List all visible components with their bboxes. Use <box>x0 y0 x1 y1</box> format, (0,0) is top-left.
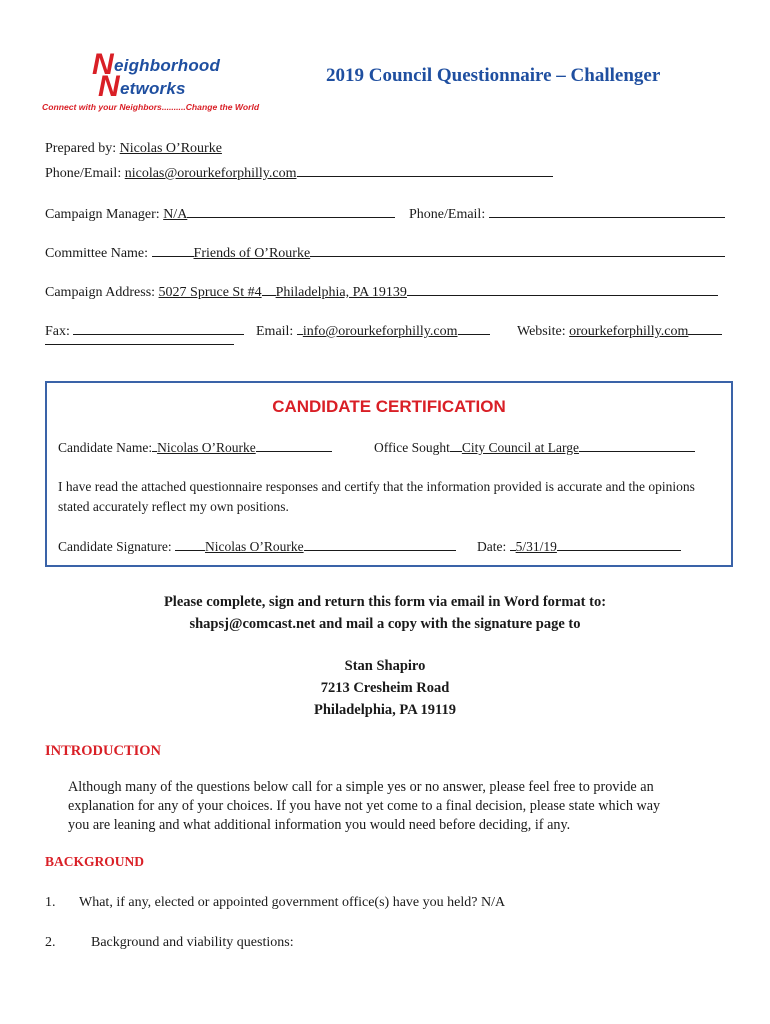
page-title: 2019 Council Questionnaire – Challenger <box>326 65 661 86</box>
date-value[interactable]: 5/31/19 <box>515 539 557 554</box>
logo-tagline: Connect with your Neighbors..........Change the World <box>42 102 260 112</box>
instructions-line2: shapsj@comcast.net and mail a copy with the signature page to <box>189 616 581 632</box>
logo-word-networks: etworks <box>120 79 186 98</box>
logo-cap-n1: N <box>92 48 114 81</box>
prepared-by-label: Prepared by: <box>45 141 120 156</box>
continuation-blank-line <box>45 344 234 345</box>
background-item-1-number: 1. <box>45 895 56 910</box>
phone-email-row <box>45 164 553 182</box>
candidate-signature-row <box>58 538 456 555</box>
fax-blank-line <box>73 322 244 335</box>
introduction-line3: you are leaning and what additional information you would need before deciding, if any. <box>68 817 571 833</box>
introduction-heading: INTRODUCTION <box>45 743 162 759</box>
email-value[interactable]: info@orourkeforphilly.com <box>302 324 458 339</box>
address-gap-line <box>262 283 276 296</box>
background-item-1 <box>45 895 56 911</box>
website-value[interactable]: orourkeforphilly.com <box>569 324 689 339</box>
logo-cap-n2: N <box>98 70 120 103</box>
email-label: Email: <box>256 324 297 339</box>
date-row <box>477 538 681 555</box>
background-item-2-number: 2. <box>45 935 56 950</box>
campaign-manager-value[interactable]: N/A <box>163 207 188 222</box>
instructions-line1: Please complete, sign and return this form via email in Word format to: <box>163 594 607 610</box>
email-blank-line <box>458 322 490 335</box>
website-row <box>517 322 722 340</box>
candidate-name-blank-line <box>256 439 332 452</box>
committee-label: Committee Name: <box>45 246 152 261</box>
campaign-address-street[interactable]: 5027 Spruce St #4 <box>158 285 262 300</box>
campaign-manager-row <box>45 205 395 223</box>
introduction-line1: Although many of the questions below call for a simple yes or no answer, please feel free to provide an <box>68 779 654 795</box>
committee-value[interactable]: Friends of O’Rourke <box>193 246 311 261</box>
office-sought-value[interactable]: City Council at Large <box>461 440 579 455</box>
campaign-address-label: Campaign Address: <box>45 285 159 300</box>
candidate-name-label: Candidate Name: <box>58 440 153 455</box>
manager-phone-email-row <box>409 205 725 223</box>
fax-label: Fax: <box>45 324 74 339</box>
committee-row <box>45 244 725 262</box>
candidate-name-row <box>58 439 332 456</box>
candidate-signature-value[interactable]: Nicolas O’Rourke <box>204 539 304 554</box>
office-sought-row <box>374 439 695 456</box>
mail-address-street: 7213 Cresheim Road <box>320 680 450 696</box>
background-item-2-text: Background and viability questions: <box>91 935 294 950</box>
background-item-1-text-wrap <box>79 895 505 911</box>
candidate-name-value[interactable]: Nicolas O’Rourke <box>157 440 256 455</box>
background-item-1-text: What, if any, elected or appointed government office(s) have you held? N/A <box>79 895 506 910</box>
phone-email-blank-line <box>297 164 553 177</box>
committee-lead-line <box>152 244 194 257</box>
campaign-manager-label: Campaign Manager: <box>45 207 164 222</box>
manager-phone-email-label: Phone/Email: <box>409 207 489 222</box>
committee-blank-line <box>310 244 725 257</box>
date-blank-line <box>557 538 681 551</box>
manager-phone-email-blank-line <box>489 205 725 218</box>
candidate-signature-label: Candidate Signature: <box>58 539 175 554</box>
fax-row <box>45 322 244 340</box>
website-label: Website: <box>517 324 570 339</box>
background-item-2 <box>45 935 56 951</box>
office-sought-blank-line <box>579 439 695 452</box>
date-label: Date: <box>477 539 510 554</box>
logo-word-neighborhood: eighborhood <box>114 56 221 75</box>
campaign-address-city[interactable]: Philadelphia, PA 19139 <box>275 285 407 300</box>
prepared-by-row <box>45 141 222 157</box>
office-sought-lead-line <box>450 439 462 452</box>
email-row <box>256 322 490 340</box>
candidate-certification-box <box>45 381 733 567</box>
certification-heading: CANDIDATE CERTIFICATION <box>272 397 506 416</box>
mail-address-name: Stan Shapiro <box>344 658 426 674</box>
phone-email-value[interactable]: nicolas@orourkeforphilly.com <box>124 166 297 181</box>
campaign-address-blank-line <box>407 283 718 296</box>
background-item-2-text-wrap <box>91 935 294 951</box>
prepared-by-value[interactable]: Nicolas O’Rourke <box>119 141 222 156</box>
certification-statement-line2: stated accurately reflect my own positions. <box>58 499 289 514</box>
background-heading: BACKGROUND <box>45 854 145 869</box>
signature-lead-line <box>175 538 205 551</box>
certification-statement-line1: I have read the attached questionnaire responses and certify that the information provided is accurate and the opinions <box>58 479 695 494</box>
introduction-line2: explanation for any of your choices. If you have not yet come to a final decision, please state which way <box>68 798 661 814</box>
phone-email-label: Phone/Email: <box>45 166 125 181</box>
campaign-address-row <box>45 283 718 301</box>
website-blank-line <box>688 322 722 335</box>
office-sought-label: Office Sought <box>374 440 450 455</box>
campaign-manager-blank-line <box>187 205 395 218</box>
mail-address-city: Philadelphia, PA 19119 <box>314 702 456 718</box>
signature-blank-line <box>304 538 456 551</box>
neighborhood-networks-logo <box>40 44 280 120</box>
introduction-paragraph <box>68 778 660 835</box>
